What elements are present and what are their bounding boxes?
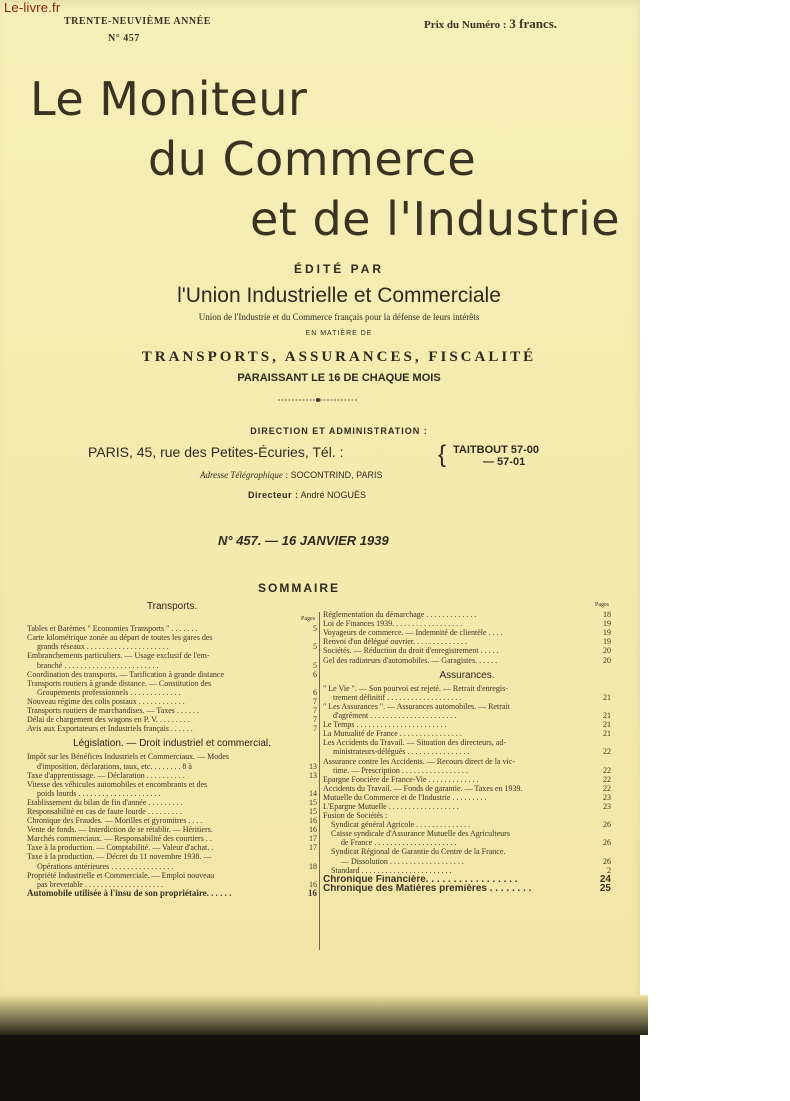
toc-entry-text: Chronique Financière. . . . . . . . . . . . . . . . .: [323, 874, 518, 884]
toc-entry-title: [27, 843, 295, 852]
toc-entry: [27, 651, 317, 669]
phone-numbers: [453, 444, 539, 468]
topics-line: TRANSPORTS, ASSURANCES, FISCALITÉ: [141, 349, 537, 365]
toc-entry-page: 13: [309, 761, 317, 771]
toc-entry-title: [323, 720, 589, 729]
toc-entry-title: [27, 633, 295, 651]
toc-entry-page: 15: [309, 797, 317, 807]
price-label: Prix du Numéro :: [424, 19, 507, 31]
masthead-line-1: Le Moniteur: [30, 72, 308, 126]
toc-entry: [27, 771, 317, 780]
toc-entry-title: [323, 646, 589, 655]
toc-entry-text: Syndicat général Agricole . . . . . . . . . . . . . .: [331, 820, 471, 830]
toc-entry-text: Vitesse des véhicules automobiles et encombrants et des: [27, 779, 208, 789]
toc-entry: [27, 780, 317, 798]
toc-entry: [323, 628, 611, 637]
toc-entry-title: [323, 610, 589, 619]
toc-entry-continuation: d'imposition, déclarations, taux, etc. . . . . . . . 8 à: [37, 761, 192, 771]
toc-entry-text: Sociétés. — Réduction du droit d'enregistrement . . . . .: [323, 646, 499, 656]
toc-entry-text: Taxe d'apprentissage. — Déclaration . . . . . . . . . .: [27, 770, 185, 780]
toc-entry-title: [323, 656, 589, 665]
toc-entry-title: [27, 651, 295, 669]
toc-entry-text: Transports routiers à grande distance. — Constitution des: [27, 678, 212, 688]
toc-entry-title: [27, 752, 295, 770]
toc-entry: [27, 798, 317, 807]
toc-entry-page: 16: [309, 879, 317, 889]
toc-entry-page: 5: [313, 660, 317, 670]
toc-entry-text: La Mutualité de France . . . . . . . . . . . . . . . .: [323, 729, 462, 739]
section-transports-title: Transports.: [146, 601, 198, 612]
toc-entry-text: Voyageurs de commerce. — Indemnité de clientèle . . . .: [323, 628, 503, 638]
director-line: [248, 490, 366, 500]
toc-entry: [323, 811, 611, 820]
toc-entry: [27, 670, 317, 679]
toc-entry: [27, 697, 317, 706]
toc-entry-page: 13: [309, 770, 317, 780]
toc-entry-title: [27, 771, 295, 780]
address-line: PARIS, 45, rue des Petites-Écuries, Tél. :: [88, 444, 344, 460]
phone-1: TAITBOUT 57-00: [453, 444, 539, 456]
direction-heading: DIRECTION ET ADMINISTRATION :: [250, 426, 428, 436]
toc-entry-continuation: time. — Prescription . . . . . . . . . . . . . . . . .: [333, 765, 468, 775]
toc-entry-page: 21: [603, 692, 611, 702]
toc-entry: [27, 825, 317, 834]
toc-entry-page: 7: [313, 724, 317, 734]
toc-entry-text: Impôt sur les Bénéfices Industriels et Commerciaux. — Modes: [27, 752, 229, 762]
toc-entry: [323, 757, 611, 775]
toc-entry-title: [27, 807, 295, 816]
toc-entry: [27, 752, 317, 770]
toc-entry-page: 22: [603, 783, 611, 793]
toc-entry: [323, 619, 611, 628]
toc-entry: [27, 889, 317, 898]
toc-entry-title: [323, 884, 589, 893]
toc-entry-page: 23: [603, 801, 611, 811]
telegraph-address: [200, 470, 383, 480]
misc-list: [323, 610, 611, 665]
toc-entry: [323, 793, 611, 802]
en-matiere-de: EN MATIÈRE DE: [305, 330, 373, 337]
toc-entry-title: [27, 715, 295, 724]
toc-entry: [323, 738, 611, 756]
toc-entry-page: 14: [309, 788, 317, 798]
toc-entry-page: 15: [309, 806, 317, 816]
toc-entry-text: Assurance contre les Accidents. — Recours direct de la vic-: [323, 756, 515, 766]
toc-entry-title: [323, 729, 589, 738]
toc-entry-page: 25: [599, 882, 611, 894]
publisher-subtitle: Union de l'Industrie et du Commerce français pour la défense de leurs intérêts: [198, 312, 480, 322]
toc-entry-page: 16: [309, 825, 317, 835]
toc-entry-continuation: Opérations antérieures . . . . . . . . . . . . . . . .: [37, 861, 174, 871]
toc-entry-text: Vente de fonds. — Interdiction de se rétablir. — Héritiers.: [27, 825, 213, 835]
toc-entry-text: Coordination des transports. — Tarification à grande distance: [27, 669, 225, 679]
toc-entry: [323, 646, 611, 655]
toc-entry-text: Epargne Foncière de France-Vie . . . . . . . . . . . . .: [323, 774, 479, 784]
toc-entry-page: 16: [308, 887, 317, 898]
toc-entry: [27, 724, 317, 733]
toc-entry-title: [323, 811, 589, 820]
column-divider: [319, 612, 320, 950]
toc-entry-title: [27, 724, 295, 733]
toc-entry: [323, 656, 611, 665]
pages-header-left: Pages: [301, 616, 315, 623]
toc-entry-text: Marchés commerciaux. — Responsabilité des courtiers . .: [27, 834, 212, 844]
toc-entry-page: 7: [313, 696, 317, 706]
brace-symbol: {: [438, 441, 447, 468]
toc-entry-text: Embranchements particuliers. — Usage exclusif de l'em-: [27, 651, 210, 661]
toc-entry-page: 19: [603, 637, 611, 647]
toc-entry-text: Fusion de Sociétés :: [323, 811, 388, 821]
toc-entry-text: Caisse syndicale d'Assurance Mutuelle des Agriculteurs: [331, 829, 510, 839]
toc-entry-title: [323, 628, 589, 637]
masthead-line-2: du Commerce: [148, 132, 477, 186]
toc-entry-title: [27, 624, 295, 633]
toc-entry-page: 21: [603, 711, 611, 721]
toc-entry-title: [323, 684, 589, 702]
header-year-block: [64, 16, 211, 44]
toc-entry-title: [323, 757, 589, 775]
toc-entry-page: 20: [603, 655, 611, 665]
ornament-divider: [278, 397, 358, 403]
toc-entry-continuation: ministrateurs-délégués . . . . . . . . . . . . . . . .: [333, 747, 470, 757]
toc-entry-page: 21: [603, 720, 611, 730]
toc-entry-page: 26: [603, 838, 611, 848]
toc-entry: [323, 847, 611, 865]
toc-entry-text: Automobile utilisée à l'insu de son propriétaire. . . . . .: [27, 888, 232, 898]
toc-left-column: [27, 600, 317, 898]
toc-entry-title: [323, 820, 589, 829]
toc-entry-title: [323, 775, 589, 784]
toc-entry-text: Etablissement du bilan de fin d'année . . . . . . . . .: [27, 797, 183, 807]
toc-entry: [323, 820, 611, 829]
toc-entry-title: [27, 852, 295, 870]
toc-entry-text: Carte kilométrique zonée au départ de toutes les gares des: [27, 633, 213, 643]
toc-entry: [27, 715, 317, 724]
toc-entry-text: Syndicat Régional de Garantie du Centre de la France.: [331, 847, 506, 857]
background-right: [640, 0, 790, 1101]
toc-entry-title: [27, 798, 295, 807]
toc-entry-page: 18: [603, 610, 611, 620]
toc-entry-title: [27, 816, 295, 825]
watermark: Le-livre.fr: [4, 0, 61, 15]
toc-entry-text: " Le Vie ". — Son pourvoi est rejeté. — Retrait d'enregis-: [323, 683, 508, 693]
toc-entry-title: [323, 802, 589, 811]
toc-entry: [27, 816, 317, 825]
toc-entry: [323, 637, 611, 646]
toc-entry-continuation: d'agrément . . . . . . . . . . . . . . . . . . . . . .: [333, 711, 457, 721]
toc-entry-page: 5: [313, 624, 317, 634]
toc-entry: [323, 802, 611, 811]
toc-entry-title: [323, 637, 589, 646]
toc-entry-page: 22: [603, 765, 611, 775]
toc-entry-continuation: poids lourds . . . . . . . . . . . . . . . . . . . . .: [37, 788, 161, 798]
toc-entry-text: L'Epargne Mutuelle . . . . . . . . . . . . . . . . . .: [323, 801, 459, 811]
toc-entry-text: Taxe à la production. — Décret du 11 novembre 1938. —: [27, 852, 212, 862]
toc-entry-continuation: de France . . . . . . . . . . . . . . . . . . . . .: [341, 838, 457, 848]
toc-entry-page: 19: [603, 628, 611, 638]
toc-entry-title: [323, 784, 589, 793]
toc-entry-text: Les Accidents du Travail. — Situation des directeurs, ad-: [323, 738, 507, 748]
toc-entry-text: Chronique des Matières premières . . . . . . . .: [323, 883, 532, 893]
section-assurances-title: Assurances.: [439, 669, 495, 681]
toc-entry-page: 18: [309, 861, 317, 871]
toc-entry-title: [27, 670, 295, 679]
toc-entry-text: Mutuelle du Commerce et de l'Industrie . . . . . . . . .: [323, 792, 487, 802]
toc-entry-page: 5: [313, 642, 317, 652]
toc-entry-title: [27, 889, 295, 898]
assurances-list: [323, 684, 611, 875]
toc-entry-text: Avis aux Exportateurs et Industriels français . . . . . .: [27, 724, 193, 734]
transports-list: [27, 624, 317, 733]
toc-entry-continuation: Groupements professionnels . . . . . . . . . . . . .: [37, 687, 181, 697]
toc-entry-title: [27, 871, 295, 889]
toc-entry-text: Chronique des Fraudes. — Morilles et gyromitres . . . .: [27, 816, 203, 826]
pages-header-right: Pages: [595, 602, 609, 608]
toc-entry-text: Nouveau régime des colis postaux . . . . . . . . . . . .: [27, 696, 185, 706]
chroniques-list: [323, 875, 611, 893]
director-name: André NOGUÈS: [300, 490, 367, 500]
edite-par: ÉDITÉ PAR: [293, 262, 385, 276]
toc-entry: [323, 875, 611, 884]
toc-entry-text: " Les Assurances ". — Assurances automobiles. — Retrait: [323, 701, 510, 711]
toc-entry: [27, 834, 317, 843]
toc-entry-page: 22: [603, 747, 611, 757]
toc-entry: [27, 706, 317, 715]
toc-entry: [323, 884, 611, 893]
toc-entry-title: [323, 619, 589, 628]
toc-entry-page: 26: [603, 820, 611, 830]
toc-entry-continuation: branché . . . . . . . . . . . . . . . . . . . . . . . .: [37, 660, 159, 670]
toc-entry-text: Tables et Barèmes " Economies Transports " . . . . . . .: [27, 624, 198, 634]
sommaire-heading: SOMMAIRE: [258, 581, 340, 595]
toc-entry: [27, 633, 317, 651]
toc-entry-title: [323, 702, 589, 720]
toc-entry-title: [27, 825, 295, 834]
toc-entry: [323, 729, 611, 738]
toc-entry: [323, 775, 611, 784]
telegraph-label: Adresse Télégraphique :: [200, 470, 289, 480]
toc-entry-title: [323, 738, 589, 756]
toc-entry-page: 23: [603, 792, 611, 802]
toc-entry-text: Accidents du Travail. — Fonds de garantie. — Taxes en 1939.: [323, 783, 523, 793]
toc-entry-title: [323, 793, 589, 802]
toc-entry-title: [323, 829, 589, 847]
toc-entry-text: Taxe à la production. — Comptabilité. — Valeur d'achat. .: [27, 843, 214, 853]
parution-line: PARAISSANT LE 16 DE CHAQUE MOIS: [237, 372, 441, 384]
toc-entry-text: Propriété Industrielle et Commerciale. — Emploi nouveau: [27, 870, 215, 880]
toc-entry-text: Standard . . . . . . . . . . . . . . . . . . . . . . .: [331, 865, 452, 875]
page-shadow: [0, 995, 648, 1035]
toc-entry-page: 20: [603, 646, 611, 656]
toc-entry: [323, 720, 611, 729]
toc-entry-text: Réglementation du démarchage . . . . . . . . . . . . .: [323, 610, 477, 620]
toc-entry: [323, 829, 611, 847]
toc-entry-title: [27, 780, 295, 798]
toc-entry-page: 17: [309, 843, 317, 853]
toc-entry-text: Transports routiers de marchandises. — Taxes . . . . . .: [27, 706, 199, 716]
phone-2: — 57-01: [483, 456, 526, 468]
price-value: 3 francs.: [509, 16, 558, 31]
toc-entry-title: [27, 706, 295, 715]
toc-entry-continuation: — Dissolution . . . . . . . . . . . . . . . . . . .: [341, 856, 464, 866]
toc-entry-text: Loi de Finances 1939. . . . . . . . . . . . . . . . . .: [323, 619, 463, 629]
masthead-line-3: et de l'Industrie: [250, 192, 621, 246]
director-label: Directeur :: [248, 490, 299, 500]
toc-entry-page: 24: [599, 873, 611, 885]
publisher-name: l'Union Industrielle et Commerciale: [177, 284, 501, 307]
header-price-block: [424, 16, 557, 32]
toc-entry-continuation: pas brevetable . . . . . . . . . . . . . . . . . . . .: [37, 879, 163, 889]
toc-right-column: [323, 601, 611, 893]
section-legislation-title: Législation. — Droit industriel et commercial.: [73, 738, 271, 750]
toc-entry: [27, 852, 317, 870]
toc-entry-page: 16: [309, 816, 317, 826]
header-year: TRENTE-NEUVIÈME ANNÉE: [64, 16, 211, 27]
toc-entry: [27, 843, 317, 852]
toc-entry: [323, 702, 611, 720]
toc-entry: [27, 679, 317, 697]
toc-entry-page: 7: [313, 706, 317, 716]
toc-entry-title: [27, 834, 295, 843]
toc-entry: [323, 866, 611, 875]
toc-entry-title: [323, 847, 589, 865]
toc-entry-text: Gel des radiateurs d'automobiles. — Garagistes. . . . . .: [323, 655, 498, 665]
toc-entry-text: Délai de chargement des wagons en P. V. . . . . . . . .: [27, 715, 190, 725]
toc-entry-continuation: grands réseaux . . . . . . . . . . . . . . . . . . . . .: [37, 642, 169, 652]
toc-entry-page: 17: [309, 834, 317, 844]
toc-entry-page: 6: [313, 687, 317, 697]
toc-entry-text: Renvoi d'un délégué ouvrier. . . . . . . . . . . . . .: [323, 637, 468, 647]
toc-entry-page: 21: [603, 729, 611, 739]
toc-entry-continuation: trement définitif . . . . . . . . . . . . . . . . . . .: [333, 692, 462, 702]
toc-entry: [27, 624, 317, 633]
toc-entry-page: 26: [603, 856, 611, 866]
toc-entry-text: Responsabilité en cas de faute lourde . . . . . . . . .: [27, 806, 182, 816]
toc-entry-page: 2: [607, 865, 611, 875]
toc-entry-title: [323, 875, 589, 884]
header-number: N° 457: [108, 33, 140, 44]
telegraph-value: SOCONTRIND, PARIS: [290, 470, 383, 480]
toc-entry-title: [323, 866, 589, 875]
toc-entry: [323, 784, 611, 793]
toc-entry-page: 22: [603, 774, 611, 784]
toc-entry-page: 7: [313, 715, 317, 725]
toc-entry-text: Le Temps . . . . . . . . . . . . . . . . . . . . . . .: [323, 720, 447, 730]
toc-entry: [27, 807, 317, 816]
issue-date: N° 457. — 16 JANVIER 1939: [218, 533, 389, 548]
legislation-list: [27, 752, 317, 898]
toc-entry: [323, 610, 611, 619]
toc-entry-page: 6: [313, 669, 317, 679]
toc-entry: [323, 684, 611, 702]
toc-entry-title: [27, 697, 295, 706]
toc-entry-page: 19: [603, 619, 611, 629]
toc-entry: [27, 871, 317, 889]
toc-entry-title: [27, 679, 295, 697]
